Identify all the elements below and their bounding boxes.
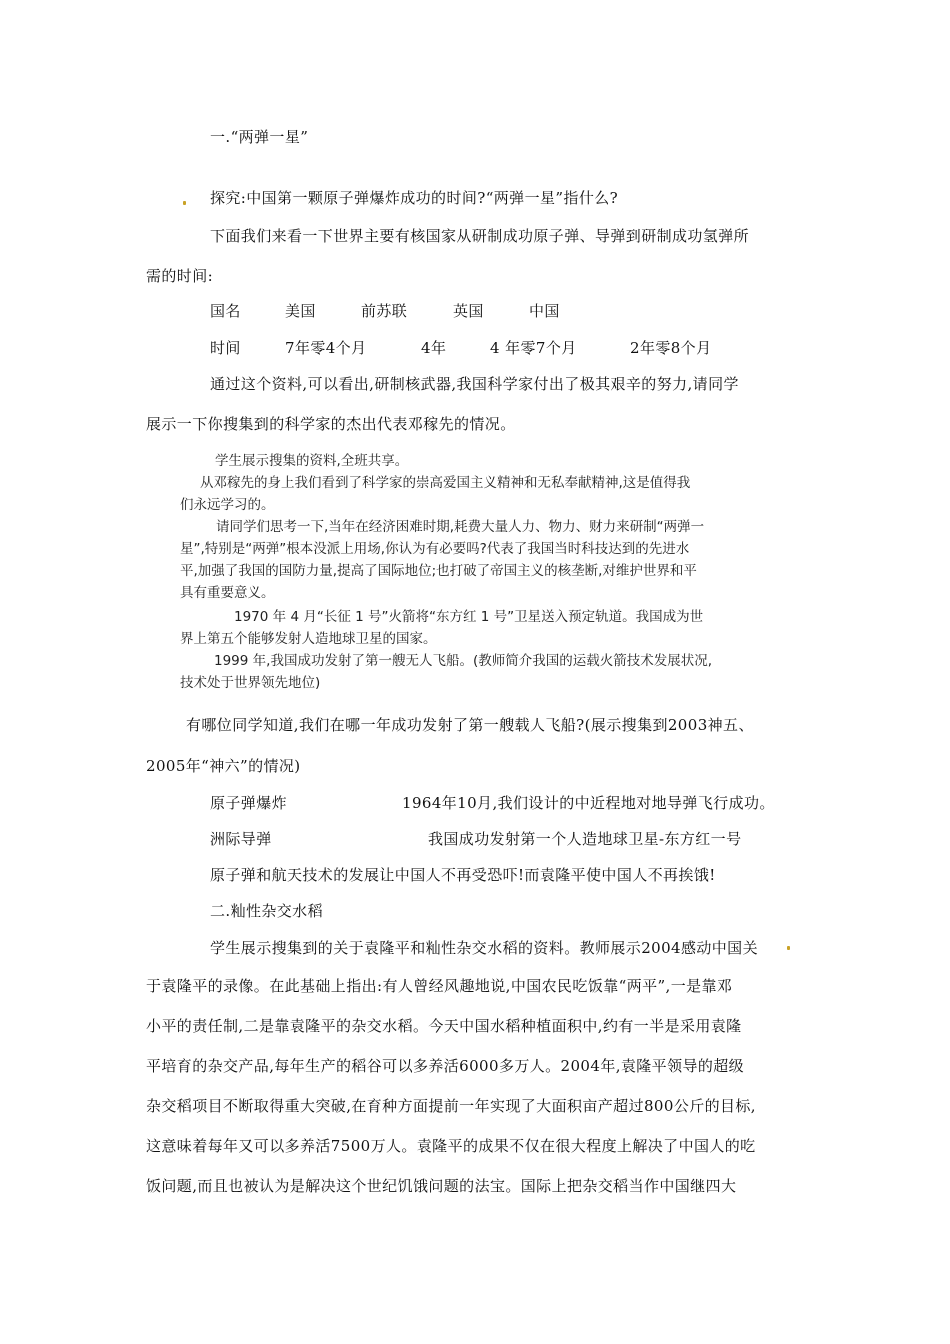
inset-line: 请同学们思考一下,当年在经济困难时期,耗费大量人力、物力、财力来研制“两弹一 xyxy=(216,519,705,535)
inset-line: 平,加强了我国的国防力量,提高了国际地位;也打破了帝国主义的核垄断,对维护世界和平 xyxy=(180,563,697,579)
achievement-summary: 原子弹和航天技术的发展让中国人不再受恐吓!而袁隆平使中国人不再挨饿! xyxy=(210,866,716,884)
intro-line-2: 需的时间: xyxy=(146,267,214,285)
table-cell: 4 年零7个月 xyxy=(490,339,577,357)
table-cell: 时间 xyxy=(210,339,241,357)
inset-line: 从邓稼先的身上我们看到了科学家的崇高爱国主义精神和无私奉献精神,这是值得我 xyxy=(200,475,691,491)
achievement-label: 原子弹爆炸 xyxy=(210,794,288,812)
table-cell: 2年零8个月 xyxy=(630,339,712,357)
intro-line-1: 下面我们来看一下世界主要有核国家从研制成功原子弹、导弹到研制成功氢弹所 xyxy=(210,227,750,245)
section-2-line: 于袁隆平的录像。在此基础上指出:有人曾经风趣地说,中国农民吃饭靠“两平”,一是靠邓 xyxy=(146,977,733,995)
achievement-label: 洲际导弹 xyxy=(210,830,272,848)
section-2-line: 学生展示搜集到的关于袁隆平和籼性杂交水稻的资料。教师展示2004感动中国关 xyxy=(210,939,758,957)
section-2-line: 饭问题,而且也被认为是解决这个世纪饥饿问题的法宝。国际上把杂交稻当作中国继四大 xyxy=(146,1177,737,1195)
inset-line: 1999 年,我国成功发射了第一艘无人飞船。(教师简介我国的运载火箭技术发展状况, xyxy=(214,653,712,669)
section-2-title: 二.籼性杂交水稻 xyxy=(210,902,323,920)
para-1-line-2: 展示一下你搜集到的科学家的杰出代表邓稼先的情况。 xyxy=(146,415,516,433)
inset-line: 技术处于世界领先地位) xyxy=(180,675,321,691)
table-cell: 7年零4个月 xyxy=(285,339,367,357)
section-2-line: 这意味着每年又可以多养活7500万人。袁隆平的成果不仅在很大程度上解决了中国人的吃 xyxy=(146,1137,756,1155)
bullet-dot xyxy=(787,946,790,950)
inset-line: 们永远学习的。 xyxy=(180,497,275,513)
section-2-line: 小平的责任制,二是靠袁隆平的杂交水稻。今天中国水稻种植面积中,约有一半是采用袁隆 xyxy=(146,1017,742,1035)
inset-line: 具有重要意义。 xyxy=(180,585,275,601)
table-header-cell: 国名 xyxy=(210,302,241,320)
para-1-line-1: 通过这个资料,可以看出,研制核武器,我国科学家付出了极其艰辛的努力,请同学 xyxy=(210,375,739,393)
table-header-cell: 中国 xyxy=(529,302,560,320)
bullet-dot xyxy=(183,201,186,205)
section-2-line: 杂交稻项目不断取得重大突破,在育种方面提前一年实现了大面积亩产超过800公斤的目标, xyxy=(146,1097,756,1115)
para-2-line-2: 2005年“神六”的情况) xyxy=(146,757,301,775)
inset-line: 1970 年 4 月“长征 1 号”火箭将“东方红 1 号”卫星送入预定轨道。我国成为世 xyxy=(234,609,704,625)
section-1-title: 一.“两弹一星” xyxy=(210,128,309,146)
inset-line: 界上第五个能够发射人造地球卫星的国家。 xyxy=(180,631,437,647)
inset-line: 学生展示搜集的资料,全班共享。 xyxy=(215,453,409,469)
achievement-text: 我国成功发射第一个人造地球卫星-东方红一号 xyxy=(428,830,742,848)
table-header-cell: 美国 xyxy=(285,302,316,320)
table-header-cell: 前苏联 xyxy=(361,302,408,320)
achievement-text: 1964年10月,我们设计的中近程地对地导弹飞行成功。 xyxy=(402,794,775,812)
section-2-line: 平培育的杂交产品,每年生产的稻谷可以多养活6000多万人。2004年,袁隆平领导的超级 xyxy=(146,1057,745,1075)
para-2-line-1: 有哪位同学知道,我们在哪一年成功发射了第一艘载人飞船?(展示搜集到2003神五、 xyxy=(186,716,754,734)
table-header-cell: 英国 xyxy=(453,302,484,320)
inset-line: 星”,特别是“两弹”根本没派上用场,你认为有必要吗?代表了我国当时科技达到的先进水 xyxy=(180,541,690,557)
table-cell: 4年 xyxy=(421,339,447,357)
inquiry-question: 探究:中国第一颗原子弹爆炸成功的时间?“两弹一星”指什么? xyxy=(210,189,619,207)
